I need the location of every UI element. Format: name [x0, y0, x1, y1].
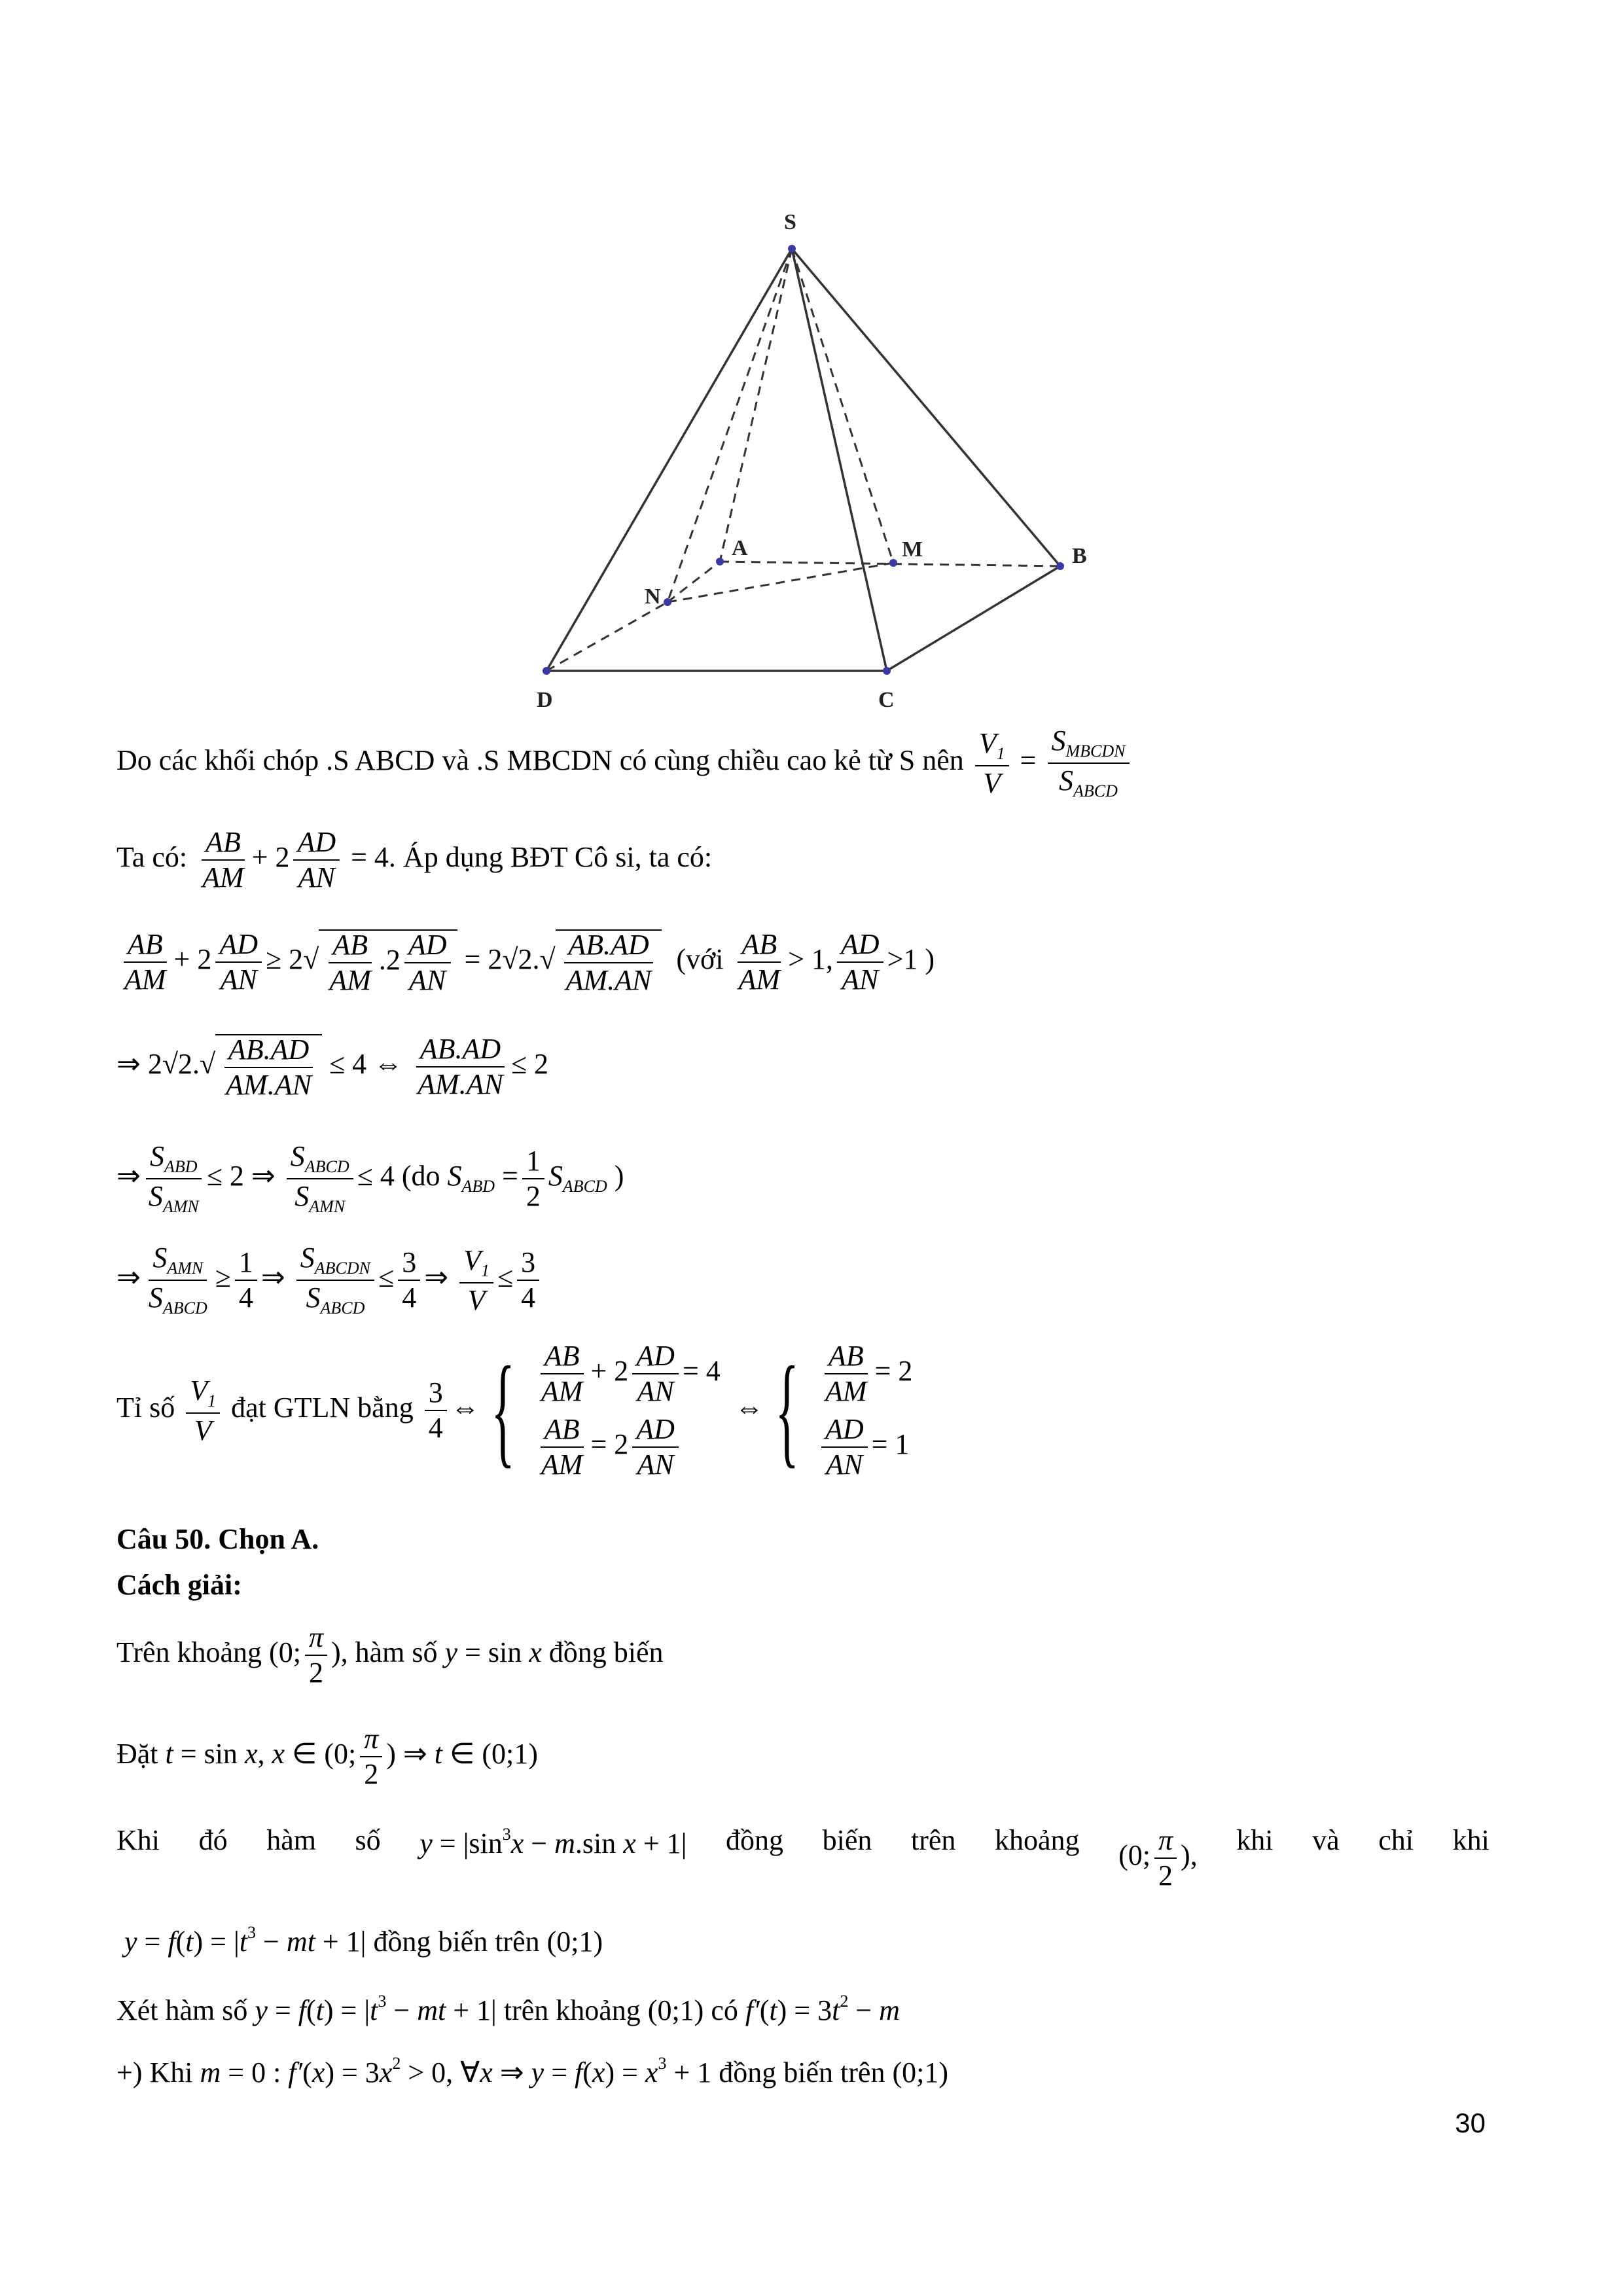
edge-SC: [792, 249, 887, 671]
line-interval: Trên khoảng (0; $\frac{\pi}{2}$ ), hàm số y = sin x đồng biến: [116, 1621, 664, 1689]
formula-step-2: ⇒ $\frac{S_{ABD}}{S_{AMN}}$ ≤ 2 ⇒ $\frac{S_{ABCD}}{S_{AMN}}$ ≤ 4 (do $S_{ABD}$ = $\frac{1}{2}$ $S_{ABCD}$ ): [116, 1140, 624, 1216]
question-50-title: Câu 50. Chọn A.: [116, 1523, 319, 1555]
pyramid-figure: [510, 196, 1126, 720]
edge-SM: [792, 249, 893, 563]
edge-SA: [720, 249, 792, 562]
paragraph-ta-co: Ta có: $\frac{AB}{AM}$ + 2 $\frac{AD}{AN}$ = 4. Áp dụng BĐT Cô si, ta có:: [116, 826, 713, 893]
page-number: 30: [1455, 2108, 1486, 2138]
formula-max-ratio: Tỉ số $\frac{V_1}{V}$ đạt GTLN bằng $\frac{3}{4}$ ⇔{ $\frac{AB}{AM}$ + 2 $\frac{AD}{AN}$ = 4 $\frac{AB}{AM}$ = 2 $\frac{AD}{AN}$ ⇔{ $\frac{AB}{AM}$ = 2 $\frac{AD}{AN}$ = 1: [116, 1340, 913, 1480]
formula-step-1: ⇒ 2√2.√ $\frac{AB.AD}{AM.AN}$ ≤ 4 ⇔ $\frac{AB.AD}{AM.AN}$ ≤ 2: [116, 1033, 549, 1101]
line-derivative: Xét hàm số $y = f(t) = |t^3$ − mt + 1| trên khoảng (0;1) có $f'(t) = 3t^2 - m$: [116, 1992, 900, 2026]
label-D: D: [537, 688, 553, 712]
edge-DN: [546, 602, 668, 671]
edge-SN: [668, 249, 792, 602]
label-N: N: [645, 584, 661, 609]
line-case-m0: +) Khi m = 0 : $f'(x) = 3x^2 > 0$, ∀x ⇒ $y = f(x) = x^3 + 1$ đồng biến trên (0;1): [116, 2054, 948, 2089]
edge-SB: [792, 249, 1060, 566]
solution-heading: Cách giải:: [116, 1569, 242, 1601]
line-substitution: Đặt t = sin x, x ∈ (0; $\frac{\pi}{2}$ ) ⇒ t ∈ (0;1): [116, 1723, 538, 1790]
paragraph-volume-ratio: Do các khối chóp .S ABCD và .S MBCDN có cùng chiều cao kẻ từ S nên $\frac{V_1}{V}$ = $\frac{S_{MBCDN}}{S_{ABCD}}$: [116, 726, 1133, 800]
formula-step-3: ⇒ $\frac{S_{AMN}}{S_{ABCD}}$ ≥ $\frac{1}{4}$ ⇒ $\frac{S_{ABCDN}}{S_{ABCD}}$ ≤ $\frac{3}{4}$ ⇒ $\frac{V_1}{V}$ ≤ $\frac{3}{4}$: [116, 1244, 543, 1317]
label-S: S: [784, 210, 796, 234]
label-M: M: [902, 537, 923, 562]
edge-SD: [546, 249, 792, 671]
label-B: B: [1072, 544, 1087, 568]
edge-NM: [668, 563, 893, 602]
line-ft: $y = f(t) = |t^3$ − mt + 1| đồng biến trên (0;1): [124, 1923, 603, 1958]
label-C: C: [878, 688, 895, 712]
label-A: A: [732, 536, 748, 560]
edge-CB: [887, 566, 1060, 671]
formula-cauchy: $\frac{AB}{AM}$ + 2 $\frac{AD}{AN}$ ≥ 2√ $\frac{AB}{AM}$ .2 $\frac{AD}{AN}$ = 2√2.√ $\frac{AB.AD}{AM.AN}$ (với $\frac{AB}{AM}$ > 1, $\frac{AD}{AN}$ >1 ): [124, 928, 935, 996]
line-equivalence: Khi đó hàm số $y = |\sin^3x - m.\sin$ x + 1| đồng biến trên khoảng (0; $\frac{\pi}{2}$ ), khi và chỉ khi: [116, 1824, 1489, 1892]
